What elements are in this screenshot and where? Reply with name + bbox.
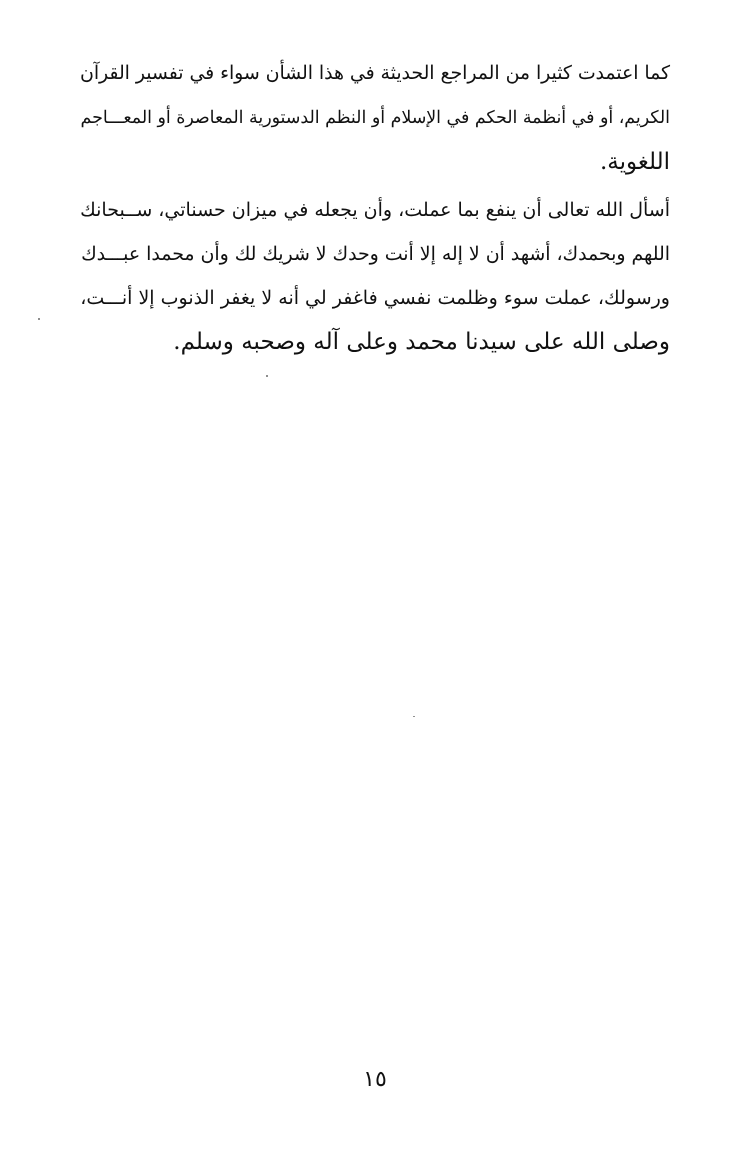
text-line: ورسولك، عملت سوء وظلمت نفسي فاغفر لي أنه لا يغفر الذنوب إلا أنـــت، <box>80 287 670 309</box>
text-line: اللغوية. <box>599 149 670 175</box>
text-line: وصلى الله على سيدنا محمد وعلى آله وصحبه وسلم. <box>173 329 670 355</box>
paragraph-supplication <box>80 188 670 364</box>
scan-speck <box>38 318 40 320</box>
text-line: كما اعتمدت كثيرا من المراجع الحديثة في هذا الشأن سواء في تفسير القرآن <box>80 63 670 84</box>
scan-speck <box>413 716 415 717</box>
text-line: الكريم، أو في أنظمة الحكم في الإسلام أو النظم الدستورية المعاصرة أو المعـــاجم <box>80 108 670 128</box>
text-line: أسأل الله تعالى أن ينفع بما عملت، وأن يجعله في ميزان حسناتي، ســبحانك <box>80 199 670 221</box>
page-number: ١٥ <box>363 1067 387 1092</box>
paragraph-references <box>80 52 670 184</box>
text-line: اللهم وبحمدك، أشهد أن لا إله إلا أنت وحدك لا شريك لك وأن محمدا عبـــدك <box>81 243 670 265</box>
scan-speck <box>266 375 268 377</box>
